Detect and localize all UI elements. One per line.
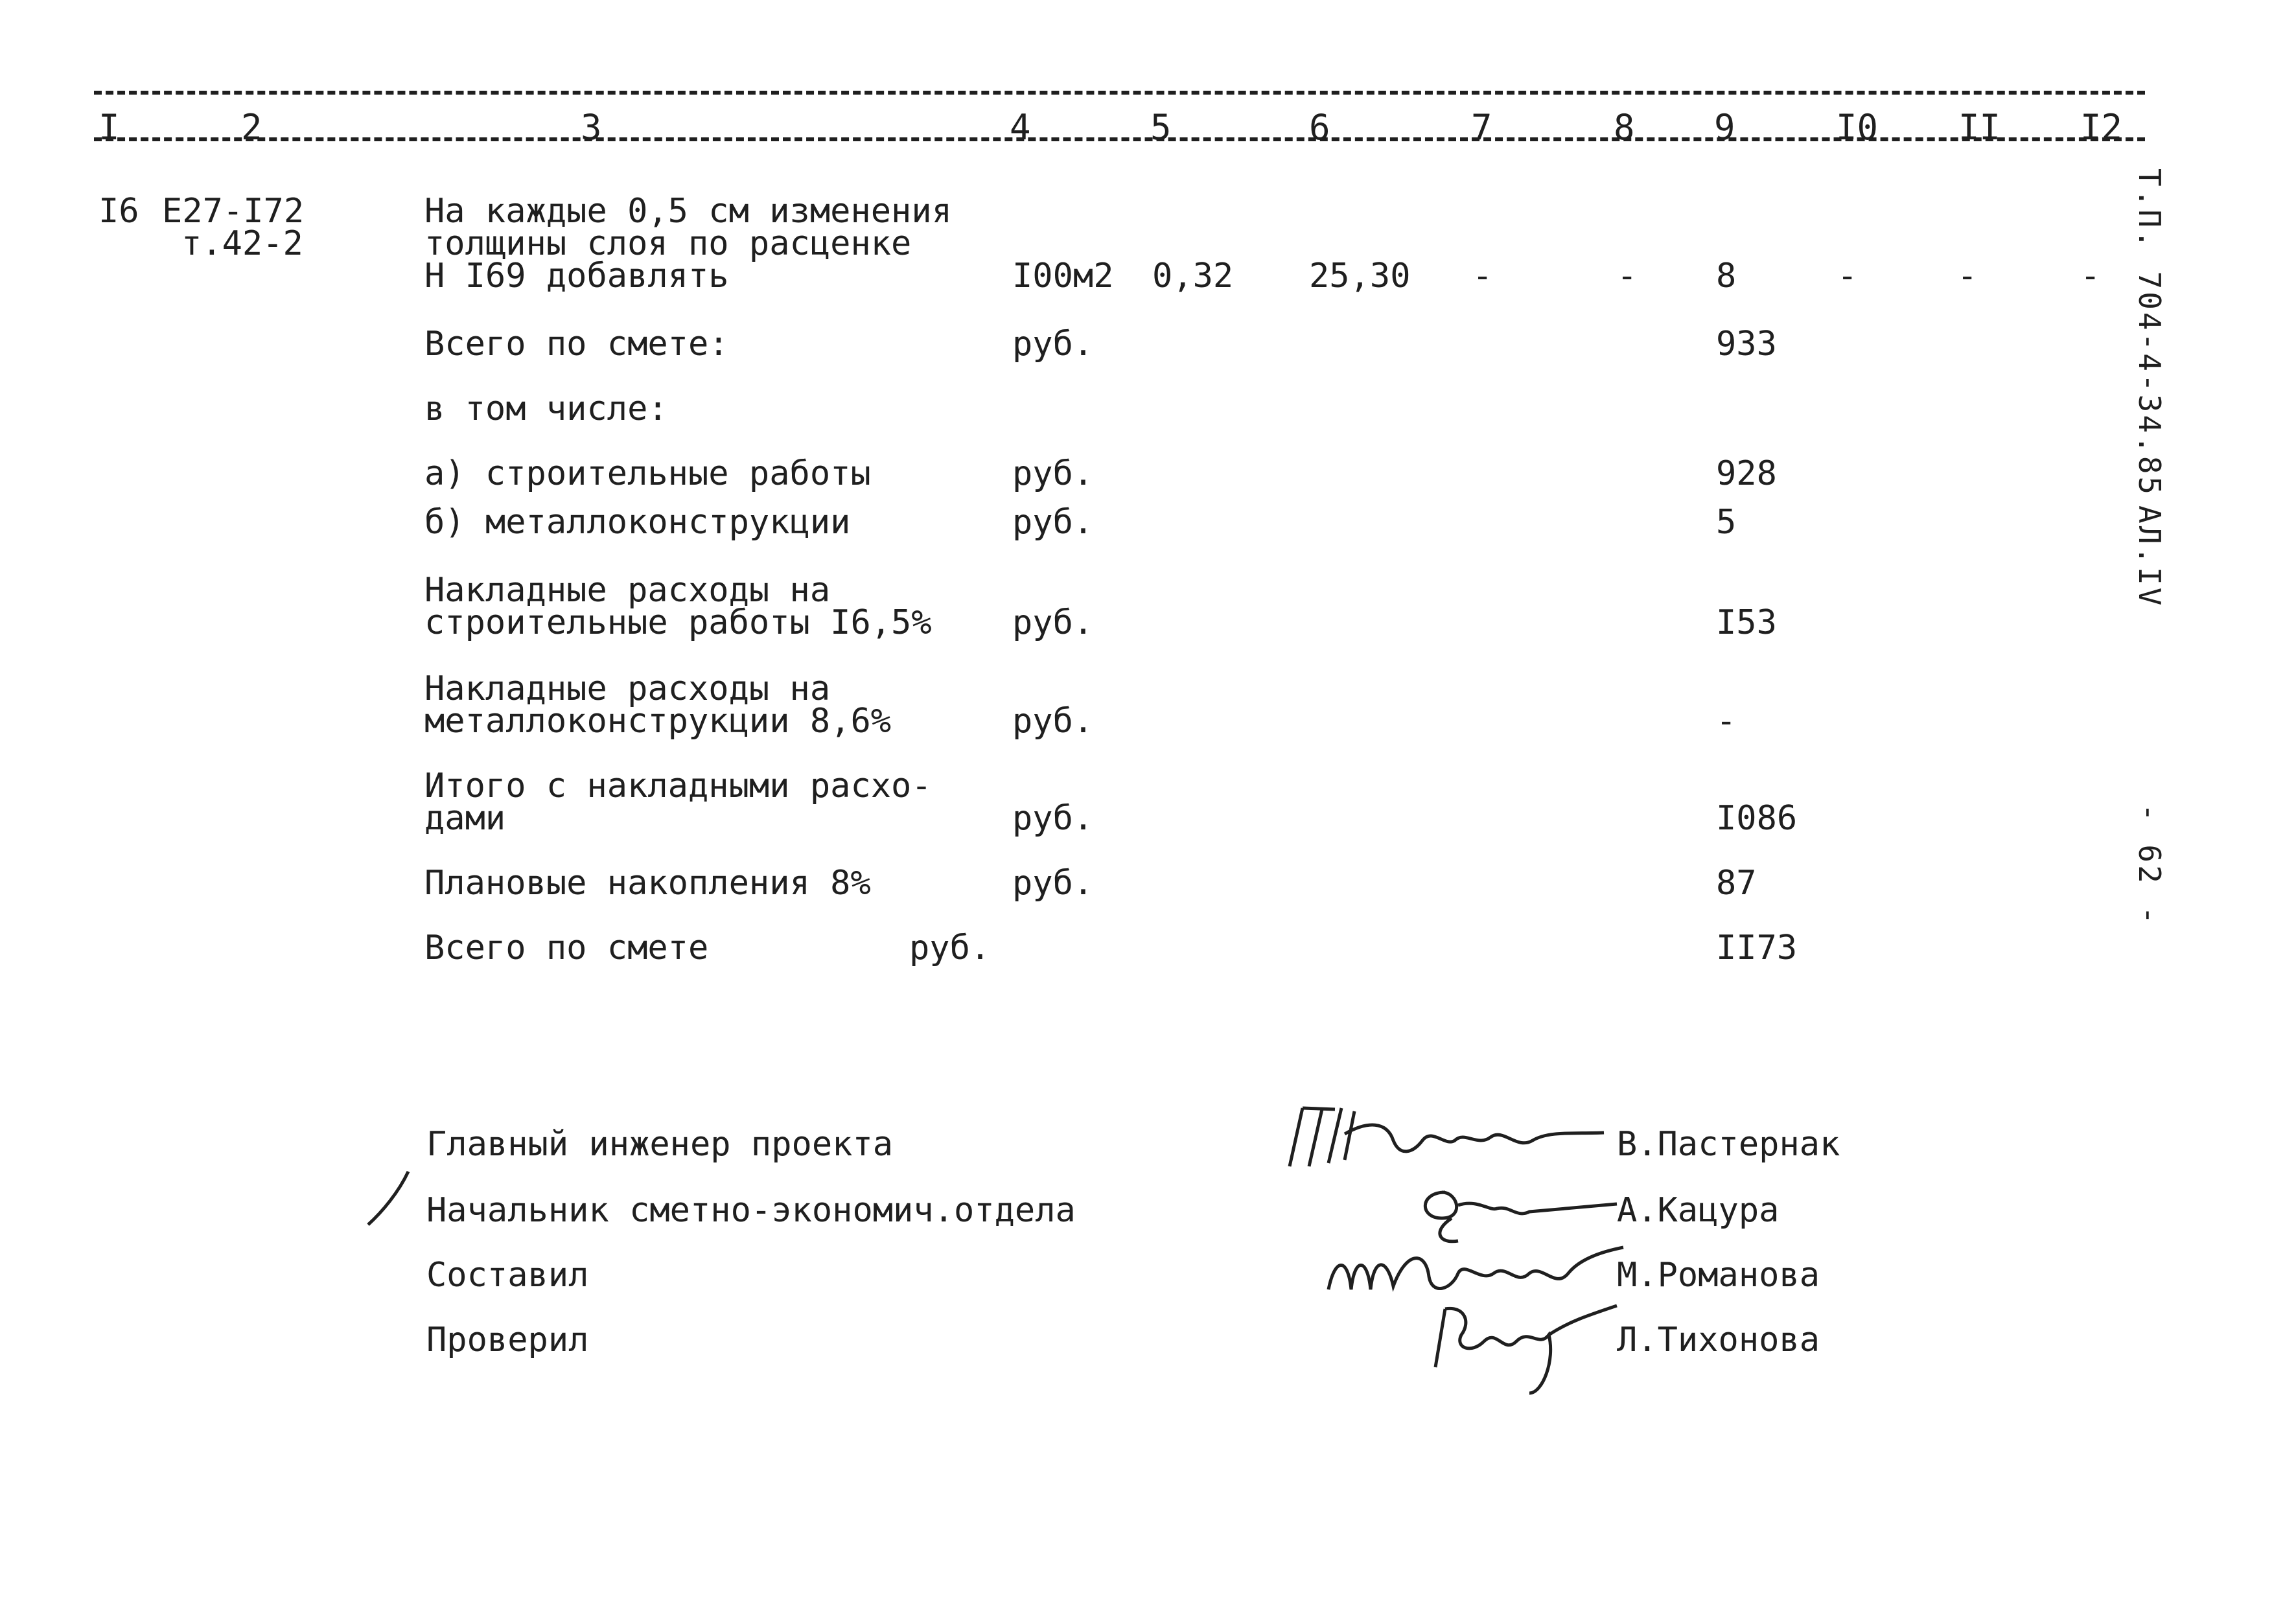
check-mark (363, 1166, 415, 1231)
row-col8: - (1617, 257, 1638, 295)
col-10: I0 (1836, 107, 1879, 148)
col-11: II (1958, 107, 2001, 148)
signer-name-2: А.Кацура (1617, 1191, 1780, 1230)
row-desc-3: Н I69 добавлять (424, 257, 729, 295)
signer-name-1: В.Пастернак (1617, 1125, 1840, 1164)
row-desc-1: На каждые 0,5 см изменения (424, 192, 952, 231)
header-rule-top (94, 91, 2145, 95)
col-1: I (99, 107, 120, 148)
col-9: 9 (1714, 107, 1735, 148)
row-col9: 8 (1716, 257, 1737, 295)
overhead-metal-label-1: Накладные расходы на (424, 669, 831, 708)
col-6: 6 (1309, 107, 1330, 148)
row-col7: - (1472, 257, 1493, 295)
col-7: 7 (1471, 107, 1492, 148)
subtotal-label-1: Итого с накладными расхо- (424, 767, 932, 805)
construction-works-unit: руб. (1012, 454, 1094, 493)
grand-total-unit: руб. (909, 929, 991, 967)
row-desc-2: толщины слоя по расценке (424, 224, 912, 263)
subtotal-label-2: дами (424, 799, 506, 838)
signer-role-3: Составил (426, 1256, 589, 1295)
col-4: 4 (1010, 107, 1031, 148)
subtotal-value: I086 (1716, 799, 1798, 838)
planned-savings-value: 87 (1716, 864, 1757, 903)
overhead-construction-unit: руб. (1012, 603, 1094, 642)
album-label: АЛ.IV (2132, 505, 2167, 608)
row-price: 25,30 (1309, 257, 1411, 295)
total-unit: руб. (1012, 325, 1094, 364)
signer-name-3: М.Романова (1617, 1256, 1820, 1295)
signature-pasternak (1283, 1095, 1607, 1179)
planned-savings-unit: руб. (1012, 864, 1094, 903)
metal-structures-label: б) металлоконструкции (424, 503, 851, 542)
col-5: 5 (1150, 107, 1172, 148)
total-label: Всего по смете: (424, 325, 729, 364)
row-col12: - (2080, 257, 2101, 295)
metal-structures-unit: руб. (1012, 503, 1094, 542)
row-code-1: Е27-I72 (162, 192, 305, 231)
metal-structures-value: 5 (1716, 503, 1737, 542)
page-number: - 62 - (2132, 804, 2167, 927)
overhead-metal-label-2: металлоконструкции 8,6% (424, 702, 892, 741)
row-number: I6 (99, 192, 139, 231)
row-code-2: т.42-2 (181, 224, 303, 263)
row-qty: 0,32 (1152, 257, 1234, 295)
construction-works-label: а) строительные работы (424, 454, 871, 493)
col-2: 2 (241, 107, 262, 148)
overhead-metal-value: - (1716, 702, 1737, 741)
col-8: 8 (1614, 107, 1635, 148)
signer-role-4: Проверил (426, 1321, 589, 1359)
signer-role-1: Главный инженер проекта (426, 1125, 894, 1164)
total-value: 933 (1716, 325, 1777, 364)
overhead-construction-label-1: Накладные расходы на (424, 571, 831, 610)
row-col10: - (1837, 257, 1858, 295)
col-12: I2 (2080, 107, 2123, 148)
grand-total-value: II73 (1716, 929, 1798, 967)
row-unit: I00м2 (1012, 257, 1114, 295)
planned-savings-label: Плановые накопления 8% (424, 864, 871, 903)
grand-total-label: Всего по смете (424, 929, 709, 967)
col-3: 3 (581, 107, 602, 148)
construction-works-value: 928 (1716, 454, 1777, 493)
subtotal-unit: руб. (1012, 799, 1094, 838)
overhead-metal-unit: руб. (1012, 702, 1094, 741)
signer-name-4: Л.Тихонова (1617, 1321, 1820, 1359)
row-col11: - (1957, 257, 1978, 295)
including-label: в том числе: (424, 389, 668, 428)
signature-tikhonova (1426, 1296, 1620, 1400)
overhead-construction-value: I53 (1716, 603, 1777, 642)
overhead-construction-label-2: строительные работы I6,5% (424, 603, 932, 642)
doc-code-label: Т.П. 704-4-34.85 (2132, 168, 2167, 498)
signer-role-2: Начальник сметно-экономич.отдела (426, 1191, 1076, 1230)
